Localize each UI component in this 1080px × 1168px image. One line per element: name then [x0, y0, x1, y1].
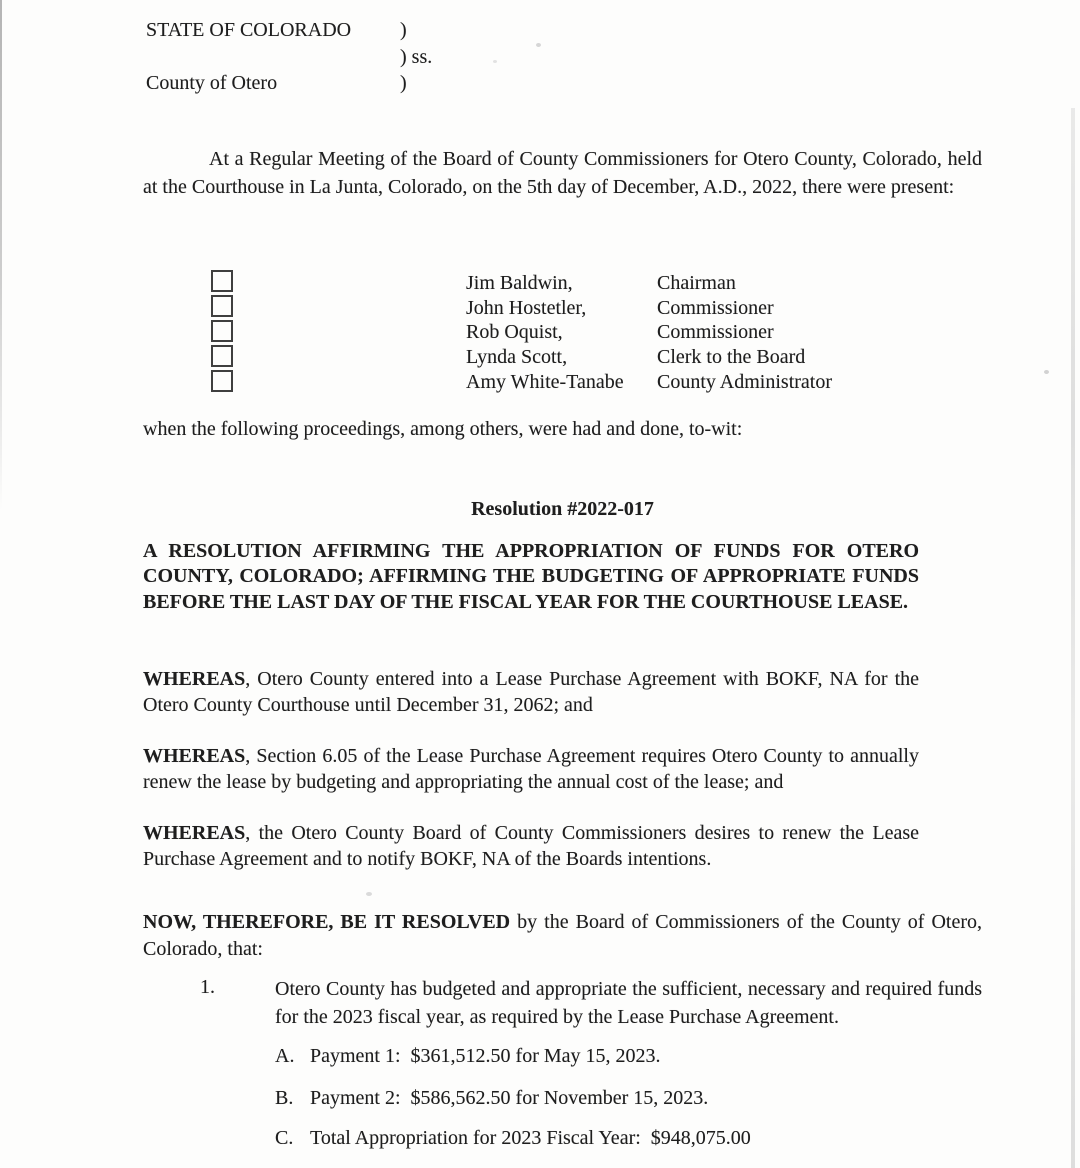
scan-speck — [536, 43, 541, 47]
resolved-lead: NOW, THEREFORE, BE IT RESOLVED — [143, 911, 511, 933]
paren-top: ) — [400, 19, 407, 41]
scan-speck — [1044, 370, 1049, 374]
attendee-title: County Administrator — [657, 370, 832, 393]
subitem-letter: C. — [275, 1127, 294, 1149]
subitem-letter: B. — [275, 1087, 294, 1109]
attendee-title: Commissioner — [657, 321, 774, 344]
whereas-clause-1 — [143, 666, 919, 718]
attendance-checkbox — [211, 320, 233, 342]
whereas-lead: WHEREAS — [143, 745, 246, 767]
attendee-name: Jim Baldwin, — [466, 272, 573, 294]
subitem-a — [275, 1045, 661, 1068]
attendance-checkbox-column — [211, 270, 233, 395]
proceedings-line: when the following proceedings, among others, were had and done, to-wit: — [143, 418, 743, 440]
intro-paragraph: At a Regular Meeting of the Board of County Commissioners for Otero County, Colorado, held at the Courthouse in La Junta, Colorado, on the 5th day of December, A.D., 2022, there were present: — [143, 148, 982, 198]
attendee-title: Chairman — [657, 272, 736, 294]
venue-caption — [146, 17, 432, 97]
item-text: Otero County has budgeted and appropriate the sufficient, necessary and required funds for the 2023 fiscal year, as required by the Lease Purchase Agreement. — [275, 978, 982, 1028]
attendee-row — [466, 296, 832, 321]
subitem-c — [275, 1127, 751, 1150]
resolved-item-1 — [200, 976, 982, 1031]
item-number: 1. — [200, 976, 215, 998]
attendee-row — [466, 320, 832, 345]
attendance-checkbox — [211, 295, 233, 317]
attendee-name: Amy White-Tanabe — [466, 370, 624, 393]
attendee-title: Commissioner — [657, 296, 774, 319]
attendee-row — [466, 345, 832, 370]
state-label: STATE OF COLORADO — [146, 19, 352, 41]
attendee-row — [466, 370, 832, 395]
subitem-letter: A. — [275, 1045, 295, 1067]
attendance-checkbox — [211, 270, 233, 292]
attendance-checkbox — [211, 370, 233, 392]
attendee-name: Lynda Scott, — [466, 346, 568, 369]
resolution-number: Resolution #2022-017 — [471, 498, 654, 520]
whereas-text: , the Otero County Board of County Commissioners desires to renew the Lease Purchase Agreement and to notify BOKF, NA of the Boards intentions. — [143, 822, 919, 870]
subitem-text: Payment 1: $361,512.50 for May 15, 2023. — [310, 1045, 661, 1067]
whereas-clause-2 — [143, 743, 919, 795]
subitem-text: Payment 2: $586,562.50 for November 15, 2023. — [310, 1087, 709, 1109]
attendee-name: Rob Oquist, — [466, 321, 563, 344]
attendee-list — [466, 271, 832, 395]
attendance-checkbox — [211, 345, 233, 367]
whereas-text: , Section 6.05 of the Lease Purchase Agreement requires Otero County to annually renew the lease by budgeting and appropriating the annual cost of the lease; and — [143, 745, 919, 793]
scan-artifact-right-edge — [1071, 108, 1075, 1168]
venue-spacer — [146, 44, 400, 71]
whereas-lead: WHEREAS — [143, 668, 246, 690]
county-label: County of Otero — [146, 72, 278, 94]
scan-artifact-left-edge — [0, 0, 2, 510]
resolved-clause — [143, 909, 982, 963]
attendee-name: John Hostetler, — [466, 296, 587, 319]
whereas-clause-3 — [143, 820, 919, 872]
resolution-title: A RESOLUTION AFFIRMING THE APPROPRIATION OF FUNDS FOR OTERO COUNTY, COLORADO; AFFIRMING THE BUDGETING OF APPROPRIATE FUNDS BEFORE THE LAST DAY OF THE FISCAL YEAR FOR THE COURTHOUSE LEASE. — [143, 540, 919, 613]
subitem-b — [275, 1087, 708, 1110]
attendee-row — [466, 271, 832, 296]
ss-marker: ) ss. — [400, 45, 433, 68]
whereas-text: , Otero County entered into a Lease Purchase Agreement with BOKF, NA for the Otero County Courthouse until December 31, 2062; and — [143, 668, 919, 716]
whereas-lead: WHEREAS — [143, 822, 246, 844]
resolved-text: by the Board of Commissioners of the County of Otero, Colorado, that: — [143, 911, 982, 960]
scan-speck — [366, 892, 372, 896]
subitem-text: Total Appropriation for 2023 Fiscal Year: $948,075.00 — [310, 1127, 751, 1149]
paren-bottom: ) — [400, 72, 407, 94]
scan-speck — [493, 60, 497, 63]
attendee-title: Clerk to the Board — [657, 346, 806, 369]
